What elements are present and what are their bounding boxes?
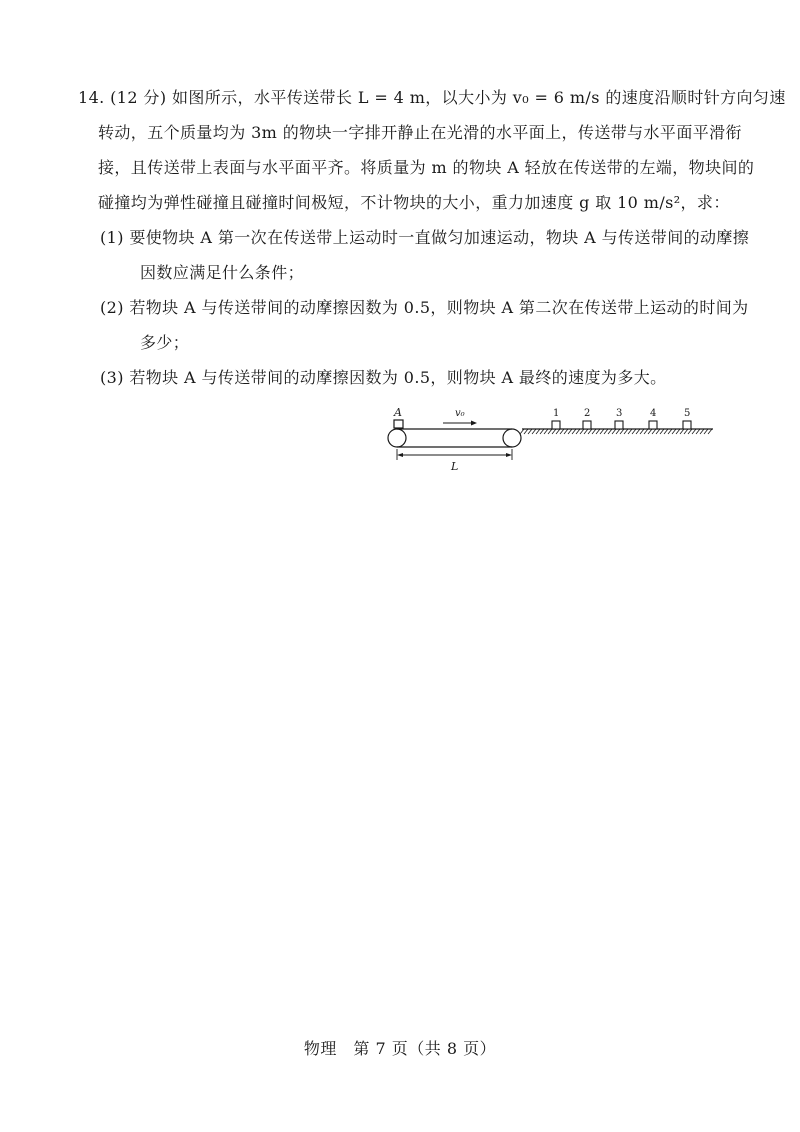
hatch-line [676,429,680,434]
problem-stem-line-4: 碰撞均为弹性碰撞且碰撞时间极短，不计物块的大小，重力加速度 g 取 10 m/s²，求： [98,193,730,212]
hatch-line [588,429,592,434]
hatch-line [572,429,576,434]
blocks-row [552,408,691,429]
hatch-line [700,429,704,434]
question-3-line-1: (3) 若物块 A 与传送带间的动摩擦因数为 0.5，则物块 A 最终的速度为多大。 [100,368,667,387]
block-4 [649,421,657,429]
length-label: L [451,460,459,473]
hatch-line [652,429,656,434]
hatch-line [560,429,564,434]
conveyor-figure [385,402,715,474]
hatch-line [708,429,712,434]
question-1-line-2: 因数应满足什么条件； [140,263,305,282]
hatch-line [604,429,608,434]
question-2-line-1: (2) 若物块 A 与传送带间的动摩擦因数为 0.5，则物块 A 第二次在传送带上运动的时间为 [100,298,749,317]
hatch-line [532,429,536,434]
hatch-line [664,429,668,434]
block-a-label: A [394,406,402,419]
hatch-line [628,429,632,434]
hatch-line [580,429,584,434]
block-3-label: 3 [616,408,623,419]
hatch-line [620,429,624,434]
block-5 [683,421,691,429]
hatch-line [696,429,700,434]
dimension-arrow-right [506,453,512,457]
hatch-line [660,429,664,434]
problem-stem-line-3: 接，且传送带上表面与水平面平齐。将质量为 m 的物块 A 轻放在传送带的左端，物块间的 [98,158,755,177]
hatch-line [704,429,708,434]
hatch-line [524,429,528,434]
block-3 [615,421,623,429]
hatch-line [648,429,652,434]
hatch-line [520,429,524,434]
hatch-line [564,429,568,434]
left-pulley [388,429,406,447]
question-1-line-1: (1) 要使物块 A 第一次在传送带上运动时一直做匀加速运动，物块 A 与传送带间的动摩擦 [100,228,750,247]
hatch-line [584,429,588,434]
hatch-line [596,429,600,434]
hatch-line [616,429,620,434]
hatch-line [640,429,644,434]
hatch-line [528,429,532,434]
question-2-line-2: 多少； [140,333,190,352]
hatch-line [592,429,596,434]
hatch-line [656,429,660,434]
block-2 [583,421,591,429]
hatch-line [552,429,556,434]
right-pulley [503,429,521,447]
hatch-line [632,429,636,434]
page-footer: 物理 第 7 页（共 8 页） [303,1039,497,1058]
dimension-arrow-left [397,453,403,457]
hatch-line [600,429,604,434]
block-5-label: 5 [684,408,691,419]
hatch-line [576,429,580,434]
hatch-line [692,429,696,434]
block-1-label: 1 [553,408,560,419]
hatch-line [536,429,540,434]
hatch-line [544,429,548,434]
block-1 [552,421,560,429]
hatch-line [688,429,692,434]
hatch-line [624,429,628,434]
problem-stem-line-1: 14. (12 分) 如图所示，水平传送带长 L = 4 m，以大小为 v₀ = 6 m/s 的速度沿顺时针方向匀速 [78,88,786,107]
hatch-line [680,429,684,434]
hatch-line [612,429,616,434]
hatch-line [548,429,552,434]
hatch-line [672,429,676,434]
velocity-arrowhead [471,421,477,426]
block-2-label: 2 [584,408,591,419]
hatch-line [568,429,572,434]
velocity-label: v₀ [455,408,465,419]
problem-stem-line-2: 转动，五个质量均为 3m 的物块一字排开静止在光滑的水平面上，传送带与水平面平滑衔 [98,123,742,142]
block-a [394,420,403,428]
problem-14 [78,80,786,395]
block-4-label: 4 [650,408,657,419]
hatch-line [636,429,640,434]
ground-hatching [520,429,712,434]
hatch-line [668,429,672,434]
hatch-line [644,429,648,434]
hatch-line [684,429,688,434]
hatch-line [540,429,544,434]
hatch-line [556,429,560,434]
hatch-line [608,429,612,434]
